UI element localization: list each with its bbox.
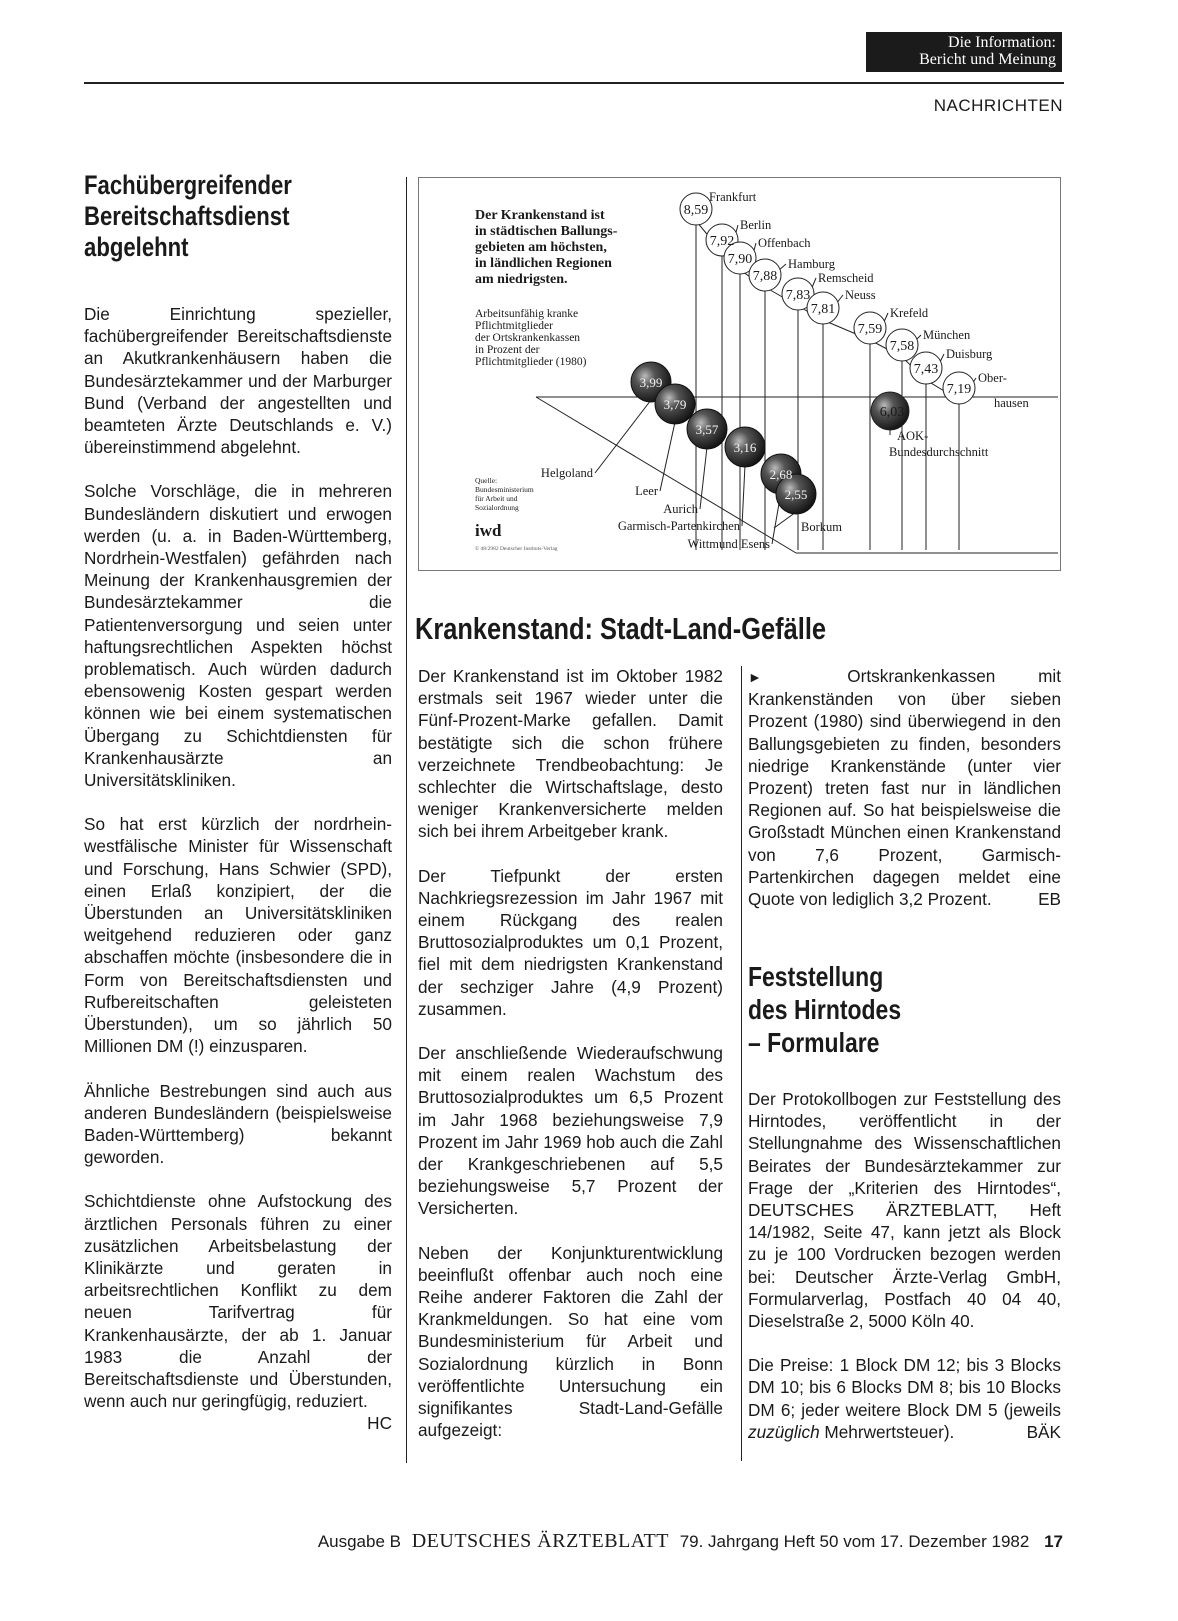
right-article-title	[748, 960, 1060, 1059]
left-title-line-3: abgelehnt	[84, 232, 189, 262]
main-paragraph-4: Neben der Konjunkturentwicklung beeinflußt offenbar auch noch eine Reihe anderer Faktoren die Zahl der Krankmeldungen. So hat eine vom Bundesministerium für Arbeit und Sozialordnung kürzlich in Bonn veröffentlichte Untersuchung ein signifikantes Stadt-Land-Gefälle aufgezeigt:	[418, 1242, 723, 1441]
average-value: 6,03	[879, 405, 905, 420]
left-paragraph-5	[84, 1190, 392, 1434]
left-title-line-2: Bereitschaftsdienst	[84, 201, 290, 231]
low-name-2: Leer	[635, 484, 658, 498]
high-value-1: 8,59	[683, 203, 709, 218]
left-paragraph-4: Ähnliche Bestrebungen sind auch aus anderen Bundesländern (beispielsweise Baden-Württemberg) bekannt geworden.	[84, 1080, 392, 1168]
right-title-line-2: des Hirntodes	[748, 994, 902, 1025]
right-title-line-1: Feststellung	[748, 961, 884, 992]
low-value-2: 3,79	[663, 397, 687, 412]
main-article-col2	[748, 665, 1061, 910]
left-paragraph-5-text: Schichtdienste ohne Aufstockung des ärztlichen Personals führen zu einer zusätzlichen Arbeitsbelastung der Klinikärzte und geraten in arbeitsrechtlichen Konflikt zu dem neuen Tarifvertrag für Krankenhausärzte, der ab 1. Januar 1983 die Anzahl der Bereitschaftsdienste und Überstunden, wenn auch nur geringfügig, reduziert.	[84, 1191, 392, 1412]
figure-headline-4: in ländlichen Regionen	[475, 256, 612, 271]
low-name-6: Borkum	[801, 520, 842, 534]
high-value-3: 7,90	[727, 252, 753, 267]
section-label: NACHRICHTEN	[933, 96, 1063, 115]
main-signature: EB	[1038, 889, 1061, 910]
figure-headline-3: gebieten am höchsten,	[475, 240, 607, 255]
left-article	[84, 170, 392, 1435]
high-value-2: 7,92	[709, 234, 735, 249]
high-value-9: 7,43	[913, 362, 939, 377]
high-name-7: Krefeld	[890, 306, 929, 320]
label-aok-2: Bundesdurchschnitt	[889, 445, 989, 459]
right-paragraph-2	[748, 1354, 1061, 1443]
right-title-line-3: – Formulare	[748, 1027, 880, 1058]
high-value-5: 7,83	[785, 288, 811, 303]
right-signature: BÄK	[1026, 1421, 1061, 1442]
figure-headline-5: am niedrigsten.	[475, 272, 568, 287]
rule-middle-column	[741, 666, 742, 1461]
low-value-3: 3,57	[695, 422, 719, 437]
main-paragraph-5	[748, 665, 1061, 910]
main-paragraph-5-text: Ortskrankenkassen mit Krankenständen von über sieben Prozent (1980) sind überwiegend in den Ballungsgebieten zu finden, besonders niedrige Krankenstände (unter vier Prozent) treten fast nur in ländlichen Regionen auf. So hat beispielsweise die Großstadt München einen Krankenstand von 7,6 Prozent, Garmisch-Partenkirchen dagegen meldet eine Quote von lediglich 3,2 Prozent.	[748, 666, 1061, 910]
low-value-6: 2,55	[784, 487, 808, 502]
figure-subtitle-5: Pflichtmitglieder (1980)	[475, 356, 587, 368]
label-oberhausen-2: hausen	[994, 396, 1029, 410]
high-value-10: 7,19	[946, 382, 972, 397]
main-article-col1	[418, 665, 723, 1442]
left-signature: HC	[367, 1413, 392, 1434]
main-paragraph-3: Der anschließende Wiederaufschwung mit einem realen Wachstum des Bruttosozialproduktes um 6,5 Prozent im Jahr 1968 beziehungsweise 7,9 Prozent im Jahr 1969 hob auch die Zahl der Krankgeschriebenen auf 5,5 beziehungsweise 5,7 Prozent der Versicherten.	[418, 1043, 723, 1219]
high-value-7: 7,59	[857, 322, 883, 337]
low-value-1: 3,99	[639, 375, 663, 390]
low-leader-4	[742, 465, 745, 526]
high-name-3: Offenbach	[758, 236, 811, 250]
right-paragraph-2-a: Die Preise: 1 Block DM 12; bis 3 Blocks DM 10; bis 6 Blocks DM 8; bis 10 Blocks DM 6; jeder weitere Block DM 5 (jeweils	[748, 1355, 1061, 1420]
figure-source-1: Quelle:	[475, 476, 498, 485]
figure-subtitle-3: der Ortskrankenkassen	[475, 332, 581, 344]
high-name-2: Berlin	[740, 218, 772, 232]
high-name-5: Remscheid	[818, 271, 874, 285]
footer	[0, 1530, 1063, 1553]
header-badge	[866, 32, 1062, 72]
high-name-9: Duisburg	[946, 347, 993, 361]
left-paragraph-1: Die Einrichtung spezieller, fachübergreifender Bereitschaftsdienste an Akutkrankenhäusern haben die Bundesärztekammer und der Marburger Bund (Verband der angestellten und beamteten Ärzte Deutschlands e. V.) übereinstimmend abgelehnt.	[84, 304, 392, 458]
footer-issue: 79. Jahrgang Heft 50 vom 17. Dezember 1982	[679, 1532, 1030, 1551]
footer-journal: DEUTSCHES ÄRZTEBLATT	[411, 1530, 669, 1552]
left-paragraph-3: So hat erst kürzlich der nordrhein-westfälische Minister für Wissenschaft und Forschung, Hans Schwier (SPD), einen Erlaß konzipiert, der die Überstunden an Universitätskliniken weitgehend reduzieren oder ganz abschaffen möchte (insbesondere die in Form von Bereitschaftsdiensten und Rufbereitschaften geleisteten Überstunden), um so jährlich 50 Millionen DM (!) einzusparen.	[84, 814, 392, 1057]
label-aok-1: AOK-	[897, 429, 929, 443]
low-value-5: 2,68	[769, 467, 793, 482]
left-title-line-1: Fachübergreifender	[84, 170, 292, 200]
right-paragraph-2-b: Mehrwertsteuer).	[819, 1421, 955, 1442]
footer-page: 17	[1044, 1532, 1063, 1551]
high-name-1: Frankfurt	[709, 190, 757, 204]
figure-source-3: für Arbeit und	[475, 494, 518, 503]
figure-labels	[541, 190, 1007, 551]
high-name-10: Ober-	[978, 371, 1007, 385]
rule-left-column	[406, 177, 407, 1463]
figure-publisher-logo: iwd	[475, 521, 502, 540]
figure-source-2: Bundesministerium	[475, 485, 534, 494]
low-name-5: Wittmund Esens	[687, 537, 770, 551]
right-article	[748, 960, 1061, 1443]
footer-edition: Ausgabe B	[317, 1532, 401, 1551]
high-value-6: 7,81	[810, 302, 836, 317]
low-name-3: Aurich	[663, 502, 698, 516]
figure-source-4: Sozialordnung	[475, 503, 519, 512]
left-article-title	[84, 170, 392, 263]
high-name-8: München	[923, 328, 971, 342]
figure-headline-2: in städtischen Ballungs-	[475, 224, 618, 239]
main-paragraph-2: Der Tiefpunkt der ersten Nachkriegsrezession im Jahr 1967 mit einem Rückgang des realen Bruttosozialproduktes um 0,1 Prozent, fiel mit dem niedrigsten Krankenstand der sechziger Jahre (4,9 Prozent) zusammen.	[418, 865, 723, 1019]
figure-headline-1: Der Krankenstand ist	[475, 208, 605, 223]
high-name-4: Hamburg	[788, 257, 835, 271]
krankenstand-figure	[418, 177, 1061, 571]
high-value-8: 7,58	[889, 339, 915, 354]
figure-subtitle-1: Arbeitsunfähig kranke	[475, 308, 579, 320]
figure-subtitle-4: in Prozent der	[475, 344, 540, 356]
low-name-1: Helgoland	[540, 466, 593, 480]
low-name-4: Garmisch-Partenkirchen	[617, 519, 740, 533]
bullet-arrow-icon: ►	[748, 669, 762, 685]
right-paragraph-2-italic: zuzüglich	[748, 1421, 820, 1442]
header-badge-line1: Die Information:	[948, 34, 1056, 51]
low-leader-2	[660, 422, 675, 491]
high-value-4: 7,88	[752, 269, 778, 284]
low-leader-1	[595, 400, 651, 473]
high-name-6: Neuss	[845, 288, 876, 302]
low-value-4: 3,16	[733, 440, 757, 455]
header-rule	[84, 82, 1064, 84]
main-paragraph-1: Der Krankenstand ist im Oktober 1982 erstmals seit 1967 wieder unter die Fünf-Prozent-Marke gefallen. Damit bestätigte sich die schon frühere verzeichnete Trendbeobachtung: Je schlechter die Wirtschaftslage, desto weniger Krankenversicherte melden sich bei ihrem Arbeitgeber krank.	[418, 666, 723, 842]
header-badge-line2: Bericht und Meinung	[919, 51, 1056, 68]
figure-subtitle-2: Pflichtmitglieder	[475, 320, 553, 332]
low-leader-3	[700, 447, 707, 509]
main-article-title: Krankenstand: Stadt-Land-Gefälle	[415, 611, 827, 646]
figure-copyright: © 48/2982 Deutscher Instituts-Verlag	[475, 546, 558, 552]
left-paragraph-2: Solche Vorschläge, die in mehreren Bundesländern diskutiert und erwogen werden (u. a. in Baden-Württemberg, Nordrhein-Westfalen) gefährden nach Meinung der Krankenhausgremien der Bundesärztekammer die Patientenversorgung und seien unter haftungsrechtlichen Aspekten höchst problematisch. Auch würden dadurch ebensowenig Kosten gespart werden können wie bei einem systematischen Übergang zu Schichtdiensten für Krankenhausärzte an Universitätskliniken.	[84, 481, 392, 791]
right-paragraph-1: Der Protokollbogen zur Feststellung des Hirntodes, veröffentlicht in der Stellungnahme des Wissenschaftlichen Beirates der Bundesärztekammer zur Frage der „Kriterien des Hirntodes“, DEUTSCHES ÄRZTEBLATT, Heft 14/1982, Seite 47, kann jetzt als Block zu je 100 Vordrucken bezogen werden bei: Deutscher Ärzte-Verlag GmbH, Formularverlag, Postfach 40 04 40, Dieselstraße 2, 5000 Köln 40.	[748, 1089, 1061, 1332]
